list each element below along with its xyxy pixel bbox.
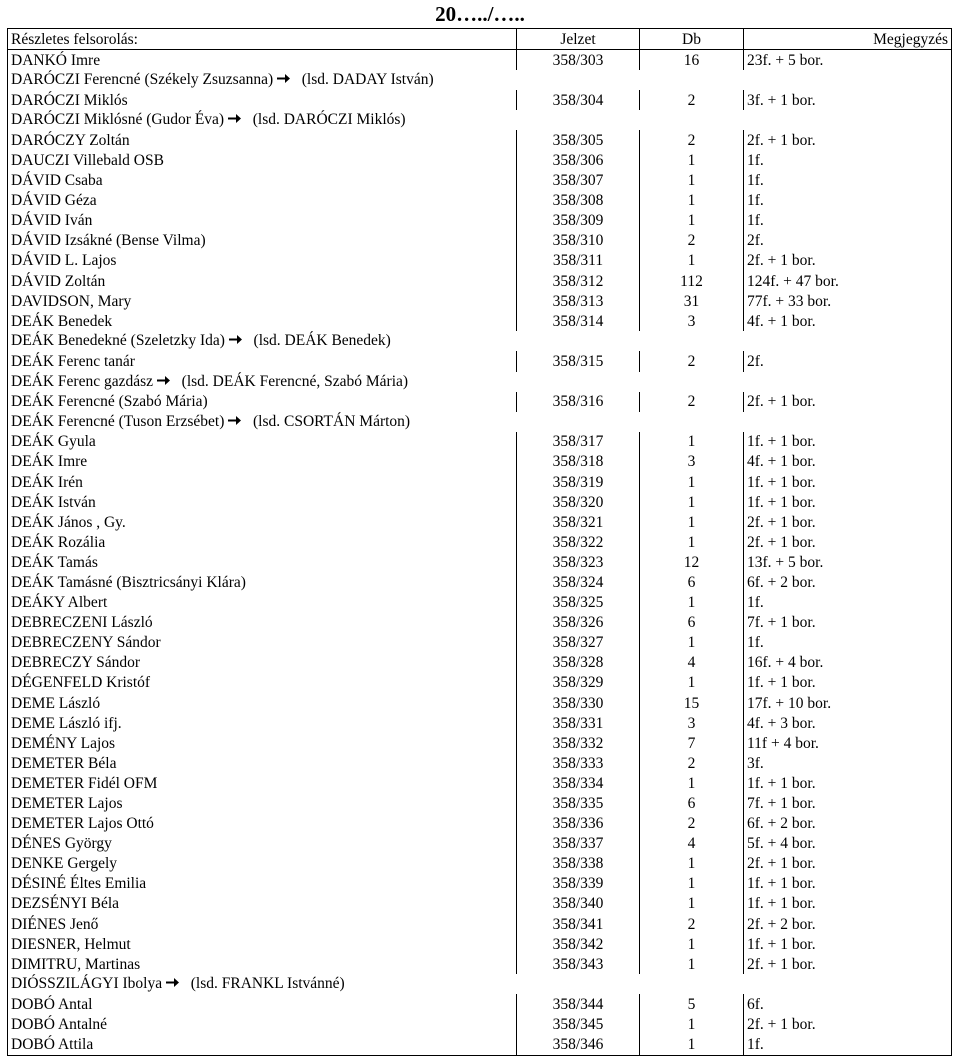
entry-name: DEMETER Lajos [8, 793, 517, 813]
item-count: 2 [640, 914, 744, 934]
cross-reference-cell [8, 331, 952, 351]
table-row [8, 552, 952, 572]
item-count: 4 [640, 653, 744, 673]
item-note: 1f. [744, 593, 952, 613]
item-count: 1 [640, 773, 744, 793]
table-row [8, 1015, 952, 1035]
header-description: Részletes felsorolás: [8, 29, 517, 50]
cross-reference-cell [8, 412, 952, 432]
item-note: 2f. + 1 bor. [744, 532, 952, 552]
call-number: 358/340 [517, 894, 640, 914]
call-number: 358/332 [517, 733, 640, 753]
item-note: 16f. + 4 bor. [744, 653, 952, 673]
item-note: 6f. + 2 bor. [744, 814, 952, 834]
table-row [8, 934, 952, 954]
see-also-reference: (lsd. FRANKL Istvánné) [190, 975, 345, 993]
call-number: 358/346 [517, 1035, 640, 1056]
call-number: 358/330 [517, 693, 640, 713]
call-number: 358/320 [517, 492, 640, 512]
entry-name: DEÁK Gyula [8, 432, 517, 452]
table-row [8, 653, 952, 673]
table-row [8, 512, 952, 532]
item-count: 1 [640, 954, 744, 974]
item-note: 1f. [744, 1035, 952, 1056]
item-count: 1 [640, 593, 744, 613]
item-note: 1f. + 1 bor. [744, 773, 952, 793]
item-note: 2f. + 2 bor. [744, 914, 952, 934]
item-count: 15 [640, 693, 744, 713]
entry-name: DANKÓ Imre [8, 50, 517, 71]
call-number: 358/342 [517, 934, 640, 954]
item-note: 7f. + 1 bor. [744, 613, 952, 633]
right-arrow-icon [277, 71, 290, 90]
call-number: 358/339 [517, 874, 640, 894]
call-number: 358/312 [517, 271, 640, 291]
item-note: 7f. + 1 bor. [744, 793, 952, 813]
entry-name: DEÁK Benedek [8, 311, 517, 331]
entry-name: DARÓCZI Ferencné (Székely Zsuzsanna) [11, 71, 274, 89]
entry-name: DÁVID Zoltán [8, 271, 517, 291]
call-number: 358/310 [517, 231, 640, 251]
table-row [8, 452, 952, 472]
entry-name: DEBRECZENI László [8, 613, 517, 633]
entry-name: DARÓCZY Zoltán [8, 130, 517, 150]
entry-name: DEBRECZENY Sándor [8, 633, 517, 653]
entry-name: DEÁKY Albert [8, 593, 517, 613]
item-note: 11f + 4 bor. [744, 733, 952, 753]
cross-reference-row [8, 70, 952, 90]
entry-name: DOBÓ Antalné [8, 1015, 517, 1035]
item-note: 1f. [744, 633, 952, 653]
right-arrow-icon [228, 111, 241, 130]
table-row [8, 90, 952, 110]
call-number: 358/337 [517, 834, 640, 854]
call-number: 358/315 [517, 351, 640, 371]
item-note: 3f. + 1 bor. [744, 90, 952, 110]
entry-name: DEÁK János , Gy. [8, 512, 517, 532]
entry-name: DEZSÉNYI Béla [8, 894, 517, 914]
item-count: 2 [640, 753, 744, 773]
table-row [8, 954, 952, 974]
item-count: 1 [640, 472, 744, 492]
table-row [8, 613, 952, 633]
item-count: 2 [640, 392, 744, 412]
entry-name: DEÁK Imre [8, 452, 517, 472]
item-note: 2f. + 1 bor. [744, 512, 952, 532]
item-note: 4f. + 1 bor. [744, 311, 952, 331]
cross-reference-row [8, 974, 952, 994]
table-row [8, 874, 952, 894]
item-count: 12 [640, 552, 744, 572]
item-count: 1 [640, 874, 744, 894]
right-arrow-icon [228, 413, 241, 432]
item-count: 1 [640, 211, 744, 231]
table-row [8, 150, 952, 170]
entry-name: DÁVID Izsákné (Bense Vilma) [8, 231, 517, 251]
entry-name: DAVIDSON, Mary [8, 291, 517, 311]
table-row [8, 793, 952, 813]
table-row [8, 854, 952, 874]
entry-name: DEMETER Béla [8, 753, 517, 773]
call-number: 358/308 [517, 191, 640, 211]
entry-name: DAUCZI Villebald OSB [8, 150, 517, 170]
entry-name: DÁVID L. Lajos [8, 251, 517, 271]
table-row [8, 834, 952, 854]
call-number: 358/311 [517, 251, 640, 271]
item-note: 1f. + 1 bor. [744, 934, 952, 954]
entry-name: DEBRECZY Sándor [8, 653, 517, 673]
header-code: Jelzet [517, 29, 640, 50]
item-note: 2f. + 1 bor. [744, 854, 952, 874]
call-number: 358/305 [517, 130, 640, 150]
table-row [8, 432, 952, 452]
call-number: 358/307 [517, 171, 640, 191]
table-row [8, 753, 952, 773]
cross-reference-cell [8, 974, 952, 994]
item-note: 2f. [744, 351, 952, 371]
entry-name: DEÁK Irén [8, 472, 517, 492]
table-row [8, 171, 952, 191]
item-count: 2 [640, 130, 744, 150]
item-note: 1f. [744, 211, 952, 231]
cross-reference-row [8, 412, 952, 432]
item-count: 1 [640, 1035, 744, 1056]
item-note: 1f. [744, 150, 952, 170]
right-arrow-icon [166, 975, 179, 994]
call-number: 358/319 [517, 472, 640, 492]
table-row [8, 773, 952, 793]
header-note: Megjegyzés [744, 29, 952, 50]
item-count: 4 [640, 834, 744, 854]
table-row [8, 311, 952, 331]
entry-name: DEÁK Tamásné (Bisztricsányi Klára) [8, 572, 517, 592]
item-note: 1f. + 1 bor. [744, 492, 952, 512]
entry-name: DIÓSSZILÁGYI Ibolya [11, 975, 163, 993]
entry-name: DEÁK Tamás [8, 552, 517, 572]
item-count: 1 [640, 934, 744, 954]
header-count: Db [640, 29, 744, 50]
entry-name: DÁVID Iván [8, 211, 517, 231]
table-row [8, 532, 952, 552]
item-count: 1 [640, 633, 744, 653]
entry-name: DÁVID Csaba [8, 171, 517, 191]
call-number: 358/344 [517, 994, 640, 1014]
call-number: 358/338 [517, 854, 640, 874]
see-also-reference: (lsd. DEÁK Benedek) [253, 332, 391, 350]
item-count: 1 [640, 251, 744, 271]
call-number: 358/345 [517, 1015, 640, 1035]
item-note: 17f. + 10 bor. [744, 693, 952, 713]
table-row [8, 894, 952, 914]
item-note: 2f. + 1 bor. [744, 1015, 952, 1035]
cross-reference-cell [8, 70, 952, 90]
item-count: 1 [640, 512, 744, 532]
entry-name: DÁVID Géza [8, 191, 517, 211]
item-count: 3 [640, 452, 744, 472]
table-row [8, 814, 952, 834]
table-row [8, 633, 952, 653]
item-note: 4f. + 3 bor. [744, 713, 952, 733]
right-arrow-icon [157, 373, 170, 392]
listing-table [7, 28, 952, 1056]
call-number: 358/304 [517, 90, 640, 110]
header-row [8, 29, 952, 50]
table-row [8, 291, 952, 311]
table-row [8, 271, 952, 291]
entry-name: DÉGENFELD Kristóf [8, 673, 517, 693]
item-count: 1 [640, 894, 744, 914]
entry-name: DEÁK István [8, 492, 517, 512]
call-number: 358/327 [517, 633, 640, 653]
item-count: 6 [640, 572, 744, 592]
table-row [8, 472, 952, 492]
cross-reference-row [8, 110, 952, 130]
see-also-reference: (lsd. DARÓCZI Miklós) [252, 111, 406, 129]
table-row [8, 693, 952, 713]
item-note: 6f. + 2 bor. [744, 572, 952, 592]
cross-reference-cell [8, 110, 952, 130]
item-count: 1 [640, 432, 744, 452]
item-count: 1 [640, 532, 744, 552]
item-count: 7 [640, 733, 744, 753]
entry-name: DEÁK Ferencné (Tuson Erzsébet) [11, 412, 225, 430]
item-note: 1f. + 1 bor. [744, 874, 952, 894]
item-note: 1f. [744, 191, 952, 211]
listing-body [8, 50, 952, 1056]
table-row [8, 1035, 952, 1056]
item-note: 3f. [744, 753, 952, 773]
item-count: 1 [640, 673, 744, 693]
call-number: 358/326 [517, 613, 640, 633]
call-number: 358/324 [517, 572, 640, 592]
entry-name: DEME László [8, 693, 517, 713]
call-number: 358/328 [517, 653, 640, 673]
call-number: 358/313 [517, 291, 640, 311]
item-note: 1f. + 1 bor. [744, 472, 952, 492]
document-title: 20…../….. [435, 2, 525, 26]
table-row [8, 251, 952, 271]
call-number: 358/336 [517, 814, 640, 834]
item-count: 1 [640, 1015, 744, 1035]
item-note: 1f. + 1 bor. [744, 894, 952, 914]
item-note: 13f. + 5 bor. [744, 552, 952, 572]
item-count: 2 [640, 231, 744, 251]
item-note: 6f. [744, 994, 952, 1014]
call-number: 358/323 [517, 552, 640, 572]
entry-name: DEMÉNY Lajos [8, 733, 517, 753]
see-also-reference: (lsd. DEÁK Ferencné, Szabó Mária) [181, 372, 409, 390]
table-row [8, 191, 952, 211]
entry-name: DEMETER Fidél OFM [8, 773, 517, 793]
entry-name: DEMETER Lajos Ottó [8, 814, 517, 834]
item-note: 1f. [744, 171, 952, 191]
call-number: 358/309 [517, 211, 640, 231]
cross-reference-row [8, 331, 952, 351]
entry-name: DARÓCZI Miklósné (Gudor Éva) [11, 111, 225, 129]
item-count: 1 [640, 150, 744, 170]
call-number: 358/314 [517, 311, 640, 331]
call-number: 358/325 [517, 593, 640, 613]
cross-reference-row [8, 372, 952, 392]
item-note: 124f. + 47 bor. [744, 271, 952, 291]
table-row [8, 130, 952, 150]
table-row [8, 733, 952, 753]
entry-name: DEÁK Ferencné (Szabó Mária) [8, 392, 517, 412]
entry-name: DÉNES György [8, 834, 517, 854]
right-arrow-icon [229, 332, 242, 351]
table-row [8, 392, 952, 412]
item-note: 2f. + 1 bor. [744, 251, 952, 271]
call-number: 358/335 [517, 793, 640, 813]
entry-name: DEÁK Rozália [8, 532, 517, 552]
call-number: 358/317 [517, 432, 640, 452]
item-count: 16 [640, 50, 744, 71]
table-row [8, 211, 952, 231]
entry-name: DIESNER, Helmut [8, 934, 517, 954]
item-count: 1 [640, 191, 744, 211]
item-count: 2 [640, 351, 744, 371]
item-note: 2f. [744, 231, 952, 251]
call-number: 358/343 [517, 954, 640, 974]
table-row [8, 914, 952, 934]
call-number: 358/341 [517, 914, 640, 934]
call-number: 358/318 [517, 452, 640, 472]
entry-name: DEÁK Benedekné (Szeletzky Ida) [11, 332, 225, 350]
entry-name: DEÁK Ferenc gazdász [11, 372, 154, 390]
call-number: 358/334 [517, 773, 640, 793]
item-note: 2f. + 1 bor. [744, 392, 952, 412]
see-also-reference: (lsd. CSORTÁN Márton) [253, 412, 411, 430]
table-row [8, 231, 952, 251]
item-note: 77f. + 33 bor. [744, 291, 952, 311]
item-count: 31 [640, 291, 744, 311]
item-count: 3 [640, 713, 744, 733]
entry-name: DENKE Gergely [8, 854, 517, 874]
item-note: 5f. + 4 bor. [744, 834, 952, 854]
table-row [8, 593, 952, 613]
entry-name: DIMITRU, Martinas [8, 954, 517, 974]
table-row [8, 572, 952, 592]
item-count: 5 [640, 994, 744, 1014]
item-count: 1 [640, 854, 744, 874]
item-count: 1 [640, 492, 744, 512]
item-count: 3 [640, 311, 744, 331]
call-number: 358/333 [517, 753, 640, 773]
item-count: 6 [640, 613, 744, 633]
table-row [8, 673, 952, 693]
call-number: 358/329 [517, 673, 640, 693]
item-count: 112 [640, 271, 744, 291]
item-count: 1 [640, 171, 744, 191]
entry-name: DIÉNES Jenő [8, 914, 517, 934]
item-note: 2f. + 1 bor. [744, 130, 952, 150]
table-row [8, 994, 952, 1014]
entry-name: DARÓCZI Miklós [8, 90, 517, 110]
item-note: 23f. + 5 bor. [744, 50, 952, 71]
call-number: 358/303 [517, 50, 640, 71]
table-row [8, 50, 952, 71]
item-count: 2 [640, 814, 744, 834]
call-number: 358/306 [517, 150, 640, 170]
table-row [8, 351, 952, 371]
item-count: 2 [640, 90, 744, 110]
item-note: 1f. + 1 bor. [744, 673, 952, 693]
cross-reference-cell [8, 372, 952, 392]
entry-name: DOBÓ Antal [8, 994, 517, 1014]
item-note: 4f. + 1 bor. [744, 452, 952, 472]
entry-name: DEME László ifj. [8, 713, 517, 733]
entry-name: DOBÓ Attila [8, 1035, 517, 1056]
item-count: 6 [640, 793, 744, 813]
entry-name: DÉSINÉ Éltes Emilia [8, 874, 517, 894]
call-number: 358/316 [517, 392, 640, 412]
call-number: 358/322 [517, 532, 640, 552]
see-also-reference: (lsd. DADAY István) [301, 71, 434, 89]
entry-name: DEÁK Ferenc tanár [8, 351, 517, 371]
item-note: 1f. + 1 bor. [744, 432, 952, 452]
call-number: 358/321 [517, 512, 640, 532]
item-note: 2f. + 1 bor. [744, 954, 952, 974]
table-row [8, 492, 952, 512]
call-number: 358/331 [517, 713, 640, 733]
table-row [8, 713, 952, 733]
